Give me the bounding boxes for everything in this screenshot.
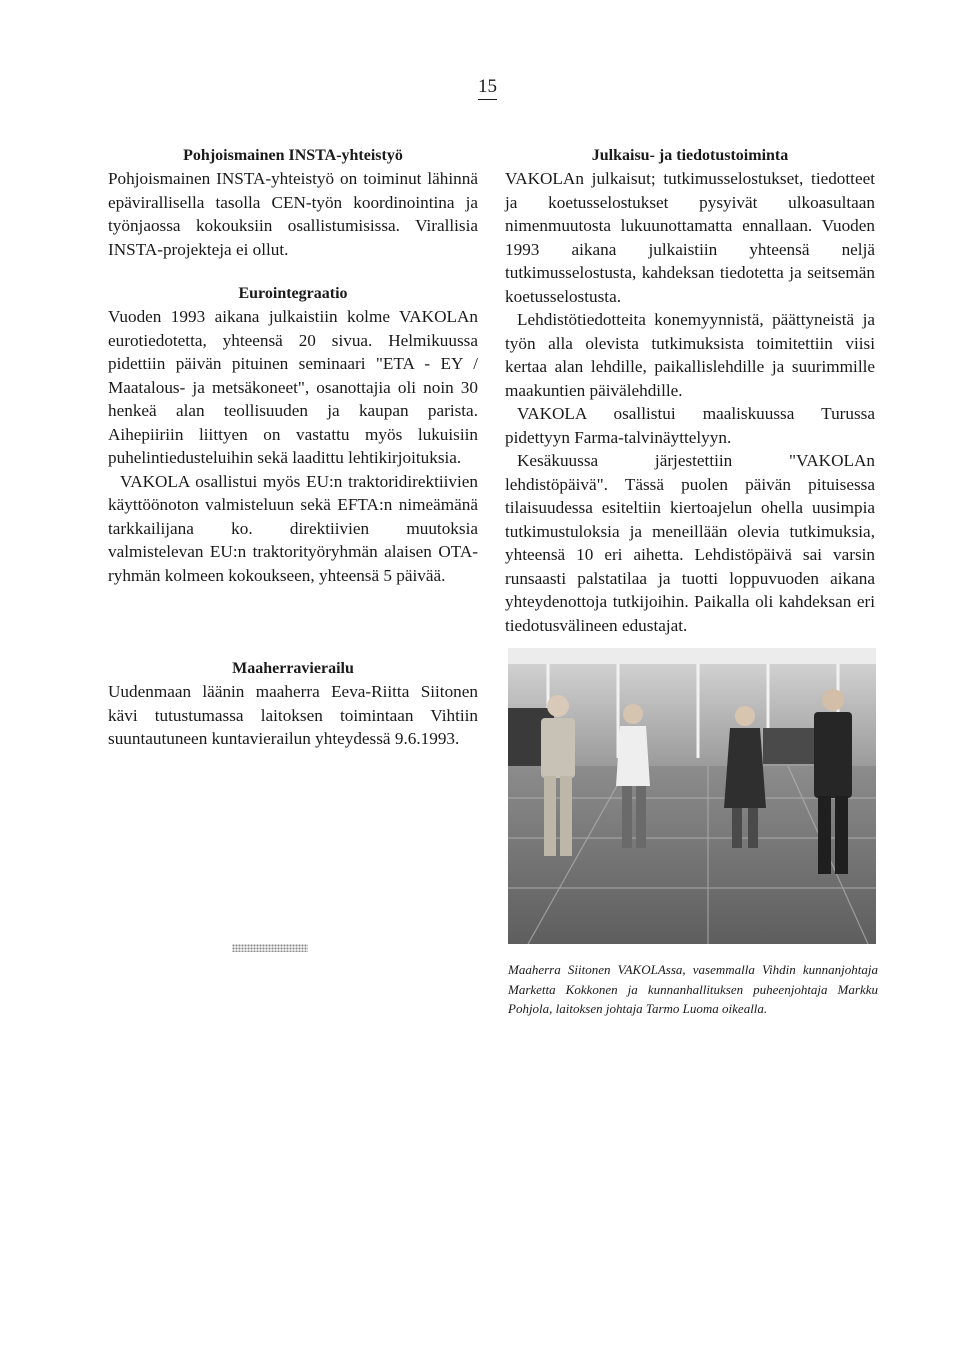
photo-illustration <box>508 648 876 944</box>
section-heading: Julkaisu- ja tiedotustoiminta <box>591 147 789 164</box>
paragraph: VAKOLA osallistui myös EU:n traktoridirektiivien käyttöönoton valmisteluun sekä EFTA:n nimeämänä tarkkailijana ko. direktiivien muutoksia valmistelevan EU:n traktorityöryhmän alaisen OTA-ryhmän kolmeen kokoukseen, yhteensä 5 päivää. <box>108 471 478 585</box>
section-publishing <box>505 145 875 637</box>
section-heading: Eurointegraatio <box>238 285 348 302</box>
left-column <box>108 145 478 587</box>
section-euro <box>108 283 478 587</box>
paragraph: VAKOLA osallistui maaliskuussa Turussa pidettyyn Farma-talvinäyttelyyn. <box>505 404 875 447</box>
section-nordic <box>108 145 478 261</box>
photo-caption: Maaherra Siitonen VAKOLAssa, vasemmalla Vihdin kunnanjohtaja Marketta Kokkonen ja kunnanhallituksen puheenjohtaja Markku Pohjola, laitoksen johtaja Tarmo Luoma oikealla. <box>508 962 878 1016</box>
section-governor <box>108 658 478 751</box>
paragraph: Kesäkuussa järjestettiin "VAKOLAn lehdistöpäivä". Tässä puolen päivän pituisessa tilaisuudessa esiteltiin kiertoajelun ohella uusimpia tutkimustuloksia ja meneillään olevia tutkimuksia, yhteensä 10 eri aihetta. Lehdistöpäivä sai varsin runsaasti palstatilaa ja tuotti loppuvuoden aikana yhteydenottoja tutkijoihin. Paikalla oli kahdeksan eri tiedotusvälineen edustajat. <box>505 451 875 635</box>
paragraph: Pohjoismainen INSTA-yhteistyö on toiminut lähinnä epävirallisella tasolla CEN-työn koordinointina ja työnjaossa kokouksiin osallistumisissa. Virallisia INSTA-projekteja ei ollut. <box>108 169 478 259</box>
paragraph: VAKOLAn julkaisut; tutkimusselostukset, tiedotteet ja koetusselostukset pysyivät ulkoasultaan nimenmuutosta lukuunottamatta ennallaan. Vuoden 1993 aikana julkaistiin yhteensä neljä tutkimusselostusta, kahdeksan tiedotetta ja seitsemän koetusselostusta. <box>505 169 875 306</box>
section-heading: Pohjoismainen INSTA-yhteistyö <box>183 147 403 164</box>
visit-photo <box>508 648 876 944</box>
right-column <box>505 145 875 637</box>
scan-artifact <box>232 944 308 952</box>
paragraph: Vuoden 1993 aikana julkaistiin kolme VAKOLAn eurotiedotetta, yhteensä 20 sivua. Helmikuussa pidettiin päivän pituinen seminaari "ETA - EY / Maatalous- ja metsäkoneet", osanottajia oli noin 30 henkeä alan teollisuuden ja kaupan parista. Aihepiiriin liittyen on vastattu myös lukuisiin puhelintiedusteluihin sekä laadittu lehtikirjoituksia. <box>108 307 478 467</box>
paragraph: Lehdistötiedotteita konemyynnistä, päättyneistä ja työn alla olevista tutkimuksista toimitettiin viisi kertaa alan lehdille, paikallislehdille ja suurimmille maakuntien päivälehdille. <box>505 310 875 400</box>
left-lower-column <box>108 658 478 751</box>
section-heading: Maaherravierailu <box>232 660 354 677</box>
page-number: 15 <box>478 76 497 100</box>
paragraph: Uudenmaan läänin maaherra Eeva-Riitta Siitonen kävi tutustumassa laitoksen toimintaan Vihtiin suuntautuneen kuntavierailun yhteydessä 9.6.1993. <box>108 682 478 748</box>
